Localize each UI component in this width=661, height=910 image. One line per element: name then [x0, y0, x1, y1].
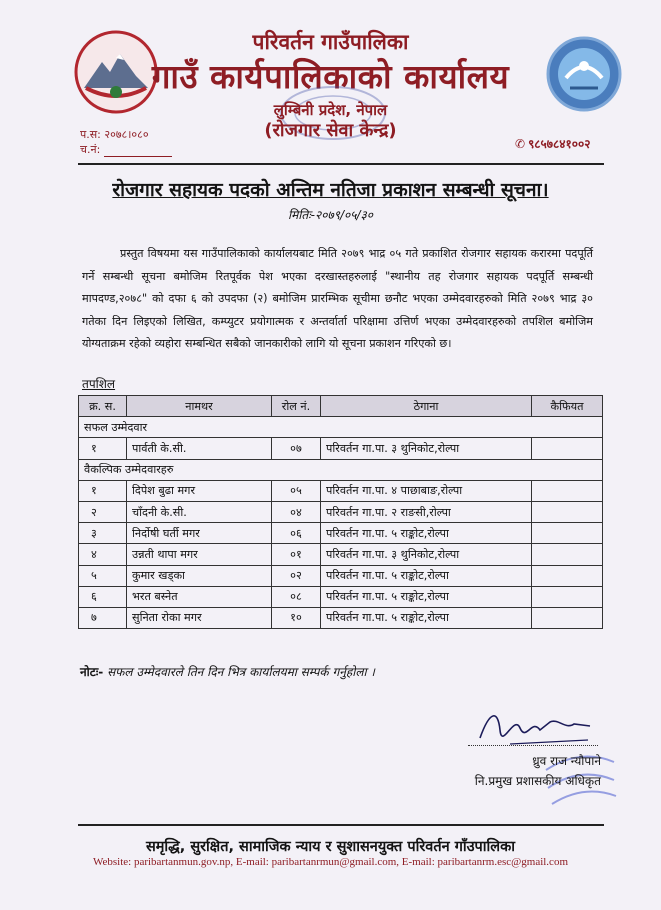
cell-address: परिवर्तन गा.पा. २ राङसी,रोल्पा — [321, 501, 532, 522]
note-label: नोटः- — [80, 665, 104, 679]
cell-name: चाँदनी के.सी. — [127, 501, 272, 522]
cell-sn: २ — [79, 501, 127, 522]
section-alternate: वैकल्पिक उम्मेदवारहरु — [79, 459, 603, 480]
cell-address: परिवर्तन गा.पा. ५ राङ्कोट,रोल्पा — [321, 607, 532, 628]
cell-roll: १० — [272, 607, 321, 628]
table-row — [79, 501, 603, 522]
footer-slogan: समृद्धि, सुरक्षित, सामाजिक न्याय र सुशासनयुक्त परिवर्तन गाँउपालिका — [145, 839, 516, 855]
cell-remark — [532, 480, 603, 501]
signatory-title: नि.प्रमुख प्रशासकीय अधिकृत — [474, 774, 601, 788]
cell-name: सुनिता रोका मगर — [127, 607, 272, 628]
table-row — [79, 565, 603, 586]
dispatch-label: च.नं: — [80, 143, 101, 156]
cell-roll: ०७ — [272, 438, 321, 459]
cell-address: परिवर्तन गा.पा. ५ राङ्कोट,रोल्पा — [321, 565, 532, 586]
dispatch-blank-line — [104, 146, 172, 157]
header-name: नामथर — [127, 396, 272, 417]
table-row — [79, 523, 603, 544]
employment-center: (रोजगार सेवा केन्द्र) — [264, 120, 397, 141]
cell-sn: ७ — [79, 607, 127, 628]
cell-roll: ०८ — [272, 586, 321, 607]
footer-contact: Website: paribartanmun.gov.np, E-mail: paribartanrmun@gmail.com, E-mail: paribartanrm.esc@gmail.com — [92, 856, 568, 868]
municipality-name: परिवर्तन गाउँपालिका — [252, 30, 409, 54]
cell-sn: १ — [79, 480, 127, 501]
phone-block — [515, 135, 590, 152]
phone-icon: ✆ — [515, 137, 526, 151]
cell-roll: ०४ — [272, 501, 321, 522]
details-label: तपशिल — [82, 377, 116, 391]
cell-name: पार्वती के.सी. — [127, 438, 272, 459]
section-success: सफल उम्मेदवार — [79, 417, 603, 438]
cell-address: परिवर्तन गा.पा. ३ थुनिकोट,रोल्पा — [321, 544, 532, 565]
cell-remark — [532, 523, 603, 544]
header-divider — [78, 163, 604, 165]
cell-name: निर्दोषी घर्ती मगर — [127, 523, 272, 544]
cell-address: परिवर्तन गा.पा. ५ राङ्कोट,रोल्पा — [321, 586, 532, 607]
cell-name: भरत बस्नेत — [127, 586, 272, 607]
cell-roll: ०६ — [272, 523, 321, 544]
reference-block — [80, 127, 172, 157]
table-row — [79, 480, 603, 501]
cell-name: उन्नती थापा मगर — [127, 544, 272, 565]
cell-roll: ०१ — [272, 544, 321, 565]
cell-name: कुमार खड्का — [127, 565, 272, 586]
dispatch-number — [80, 142, 172, 157]
cell-sn: १ — [79, 438, 127, 459]
cell-remark — [532, 438, 603, 459]
cell-address: परिवर्तन गा.पा. ५ राङ्कोट,रोल्पा — [321, 523, 532, 544]
cell-sn: ४ — [79, 544, 127, 565]
notice-body: प्रस्तुत विषयमा यस गाउँपालिकाको कार्यालयबाट मिति २०७९ भाद्र ०५ गते प्रकाशित रोजगार सहायक करारमा पदपूर्ति गर्ने सम्बन्धी सूचना बमोजिम रितपूर्वक पेश भएका दरखास्तहरुलाई "स्थानीय तह रोजगार सहायक पदपूर्ति सम्बन्धी मापदण्ड,२०७८" को दफा ६ को उपदफा (२) बमोजिम प्रारम्भिक सूचीमा छनौट भएका उम्मेदवारहरुको मिति २०७९ भाद्र ३० गतेका दिन लिइएको लिखित, कम्प्युटर प्रयोगात्मक र अन्तर्वार्ता परिक्षामा उत्तिर्ण भएका उम्मेदवारहरुको तपशिल बमोजिम योग्यताक्रम रहेको व्यहोरा सम्बन्धित सबैको जानकारीको लागि यो सूचना प्रकाशन गरिएको छ। — [82, 247, 593, 350]
cell-sn: ६ — [79, 586, 127, 607]
cell-remark — [532, 565, 603, 586]
office-name: गाउँ कार्यपालिकाको कार्यालय — [151, 57, 510, 96]
header-sn: क्र. स. — [79, 396, 127, 417]
notice-date: मितिः-२०७९/०५/३० — [288, 208, 373, 222]
footer-divider — [78, 824, 604, 826]
cell-remark — [532, 607, 603, 628]
table-row — [79, 607, 603, 628]
table-row — [79, 586, 603, 607]
cell-remark — [532, 501, 603, 522]
cell-address: परिवर्तन गा.पा. ३ थुनिकोट,रोल्पा — [321, 438, 532, 459]
province-location: लुम्बिनी प्रदेश, नेपाल — [273, 101, 388, 119]
phone-number: ९८५७८४१००२ — [528, 137, 591, 151]
cell-sn: ५ — [79, 565, 127, 586]
results-table — [78, 395, 603, 629]
note-text: सफल उम्मेदवारले तिन दिन भित्र कार्यालयमा सम्पर्क गर्नुहोला । — [107, 665, 375, 679]
table-row — [79, 544, 603, 565]
header-address: ठेगाना — [321, 396, 532, 417]
header-remark: कैफियत — [532, 396, 603, 417]
reference-number: प.स: २०७८।०८० — [80, 128, 149, 141]
section-row-alternate — [79, 459, 603, 480]
cell-name: दिपेश बुढा मगर — [127, 480, 272, 501]
cell-roll: ०५ — [272, 480, 321, 501]
cell-sn: ३ — [79, 523, 127, 544]
notice-title: रोजगार सहायक पदको अन्तिम नतिजा प्रकाशन सम्बन्धी सूचना। — [112, 179, 549, 201]
section-row-success — [79, 417, 603, 438]
cell-roll: ०२ — [272, 565, 321, 586]
table-header-row — [79, 396, 603, 417]
cell-address: परिवर्तन गा.पा. ४ पाछाबाङ,रोल्पा — [321, 480, 532, 501]
note — [80, 663, 375, 680]
cell-remark — [532, 544, 603, 565]
cell-remark — [532, 586, 603, 607]
signatory-name: ध्रुव राज न्यौपाने — [532, 754, 601, 768]
table-row — [79, 438, 603, 459]
header-roll: रोल नं. — [272, 396, 321, 417]
